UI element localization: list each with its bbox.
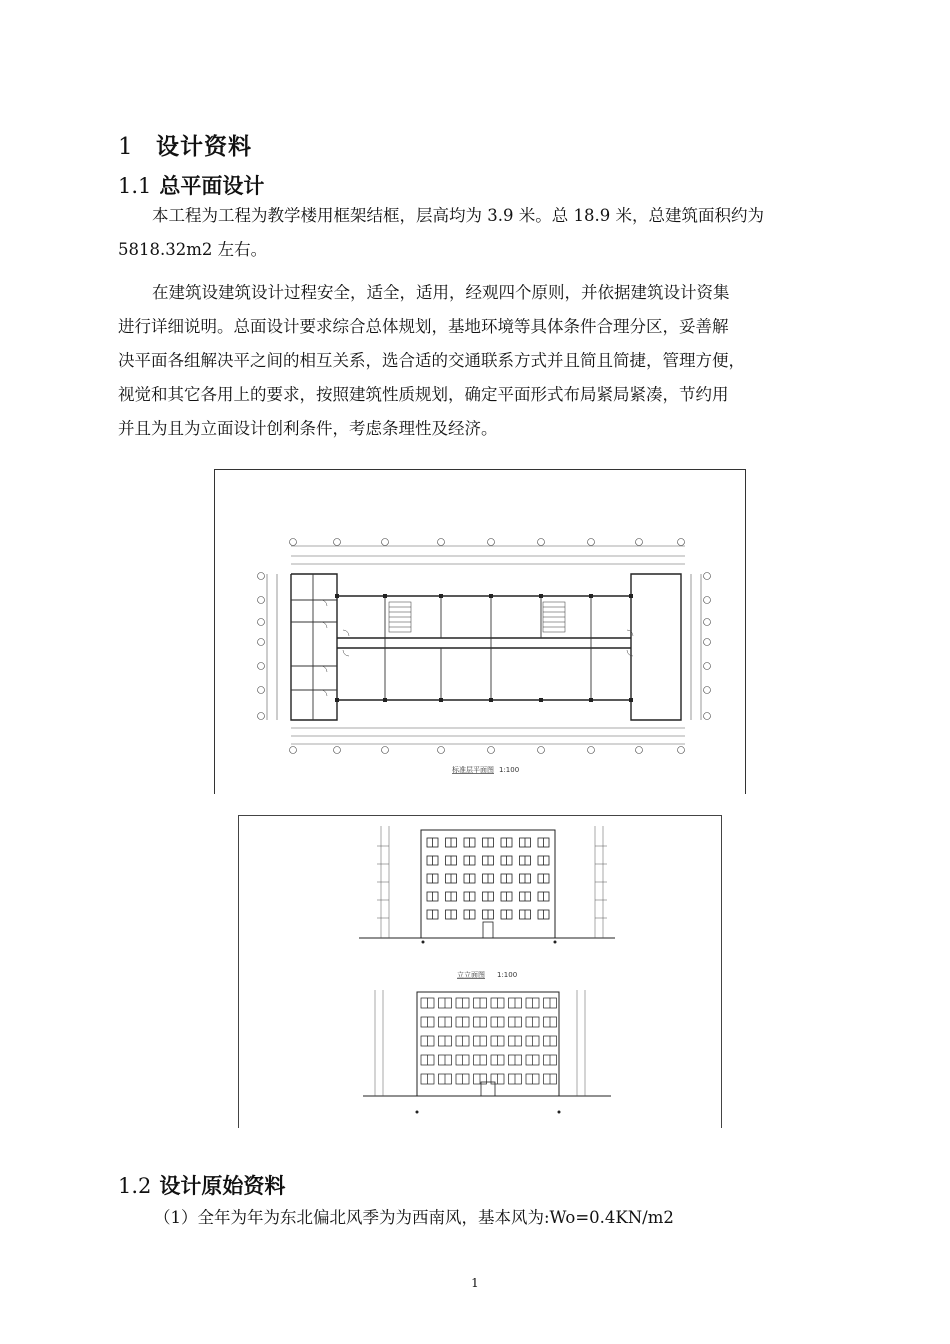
paragraph-line: 进行详细说明。总面设计要求综合总体规划，基地环境等具体条件合理分区，妥善解: [118, 317, 729, 336]
paragraph-line: 并且为且为立面设计创利条件，考虑条理性及经济。: [118, 419, 498, 438]
floor-plan-svg: [215, 470, 745, 794]
paragraph-project-overview: [118, 199, 858, 267]
paragraph-line: 视觉和其它各用上的要求，按照建筑性质规划，确定平面形式布局紧局紧凑，节约用: [118, 385, 729, 404]
elevation-caption: 立立面图: [457, 971, 485, 979]
paragraph-line: 本工程为工程为教学楼用框架结框，层高均为 3.9 米。总 18.9 米，总建筑面积约为: [152, 206, 764, 225]
heading-1-2-title: 设计原始资料: [159, 1173, 286, 1198]
elevation-scale: 1:100: [497, 971, 518, 979]
heading-1-title: 设计资料: [156, 133, 252, 160]
floor-plan-drawing: [214, 469, 746, 794]
paragraph-line: 在建筑设建筑设计过程安全，适全，适用，经观四个原则，并依据建筑设计资集: [152, 283, 730, 302]
page-number: 1: [471, 1276, 479, 1290]
heading-1-1: [118, 170, 264, 200]
paragraph-line: 5818.32m2 左右。: [118, 240, 268, 259]
elevation-svg: [239, 816, 721, 1128]
paragraph-line: 决平面各组解决平之间的相互关系，选合适的交通联系方式并且简且简捷，管理方便，: [118, 351, 745, 370]
paragraph-line: （1）全年为年为东北偏北风季为为西南风，基本风为:Wo=0.4KN/m2: [154, 1208, 674, 1227]
heading-1-2-number: 1.2: [118, 1174, 152, 1198]
elevation-drawing: [238, 815, 722, 1128]
paragraph-design-principles: [118, 276, 858, 446]
floor-plan-scale: 1:100: [499, 766, 520, 774]
floor-plan-caption: 标准层平面图: [452, 766, 494, 774]
heading-1-1-title: 总平面设计: [159, 173, 265, 198]
heading-1-2: [118, 1170, 285, 1200]
heading-1: [118, 128, 252, 161]
paragraph-wind-data: [154, 1201, 894, 1235]
heading-1-number: 1: [118, 134, 134, 160]
heading-1-1-number: 1.1: [118, 174, 152, 198]
